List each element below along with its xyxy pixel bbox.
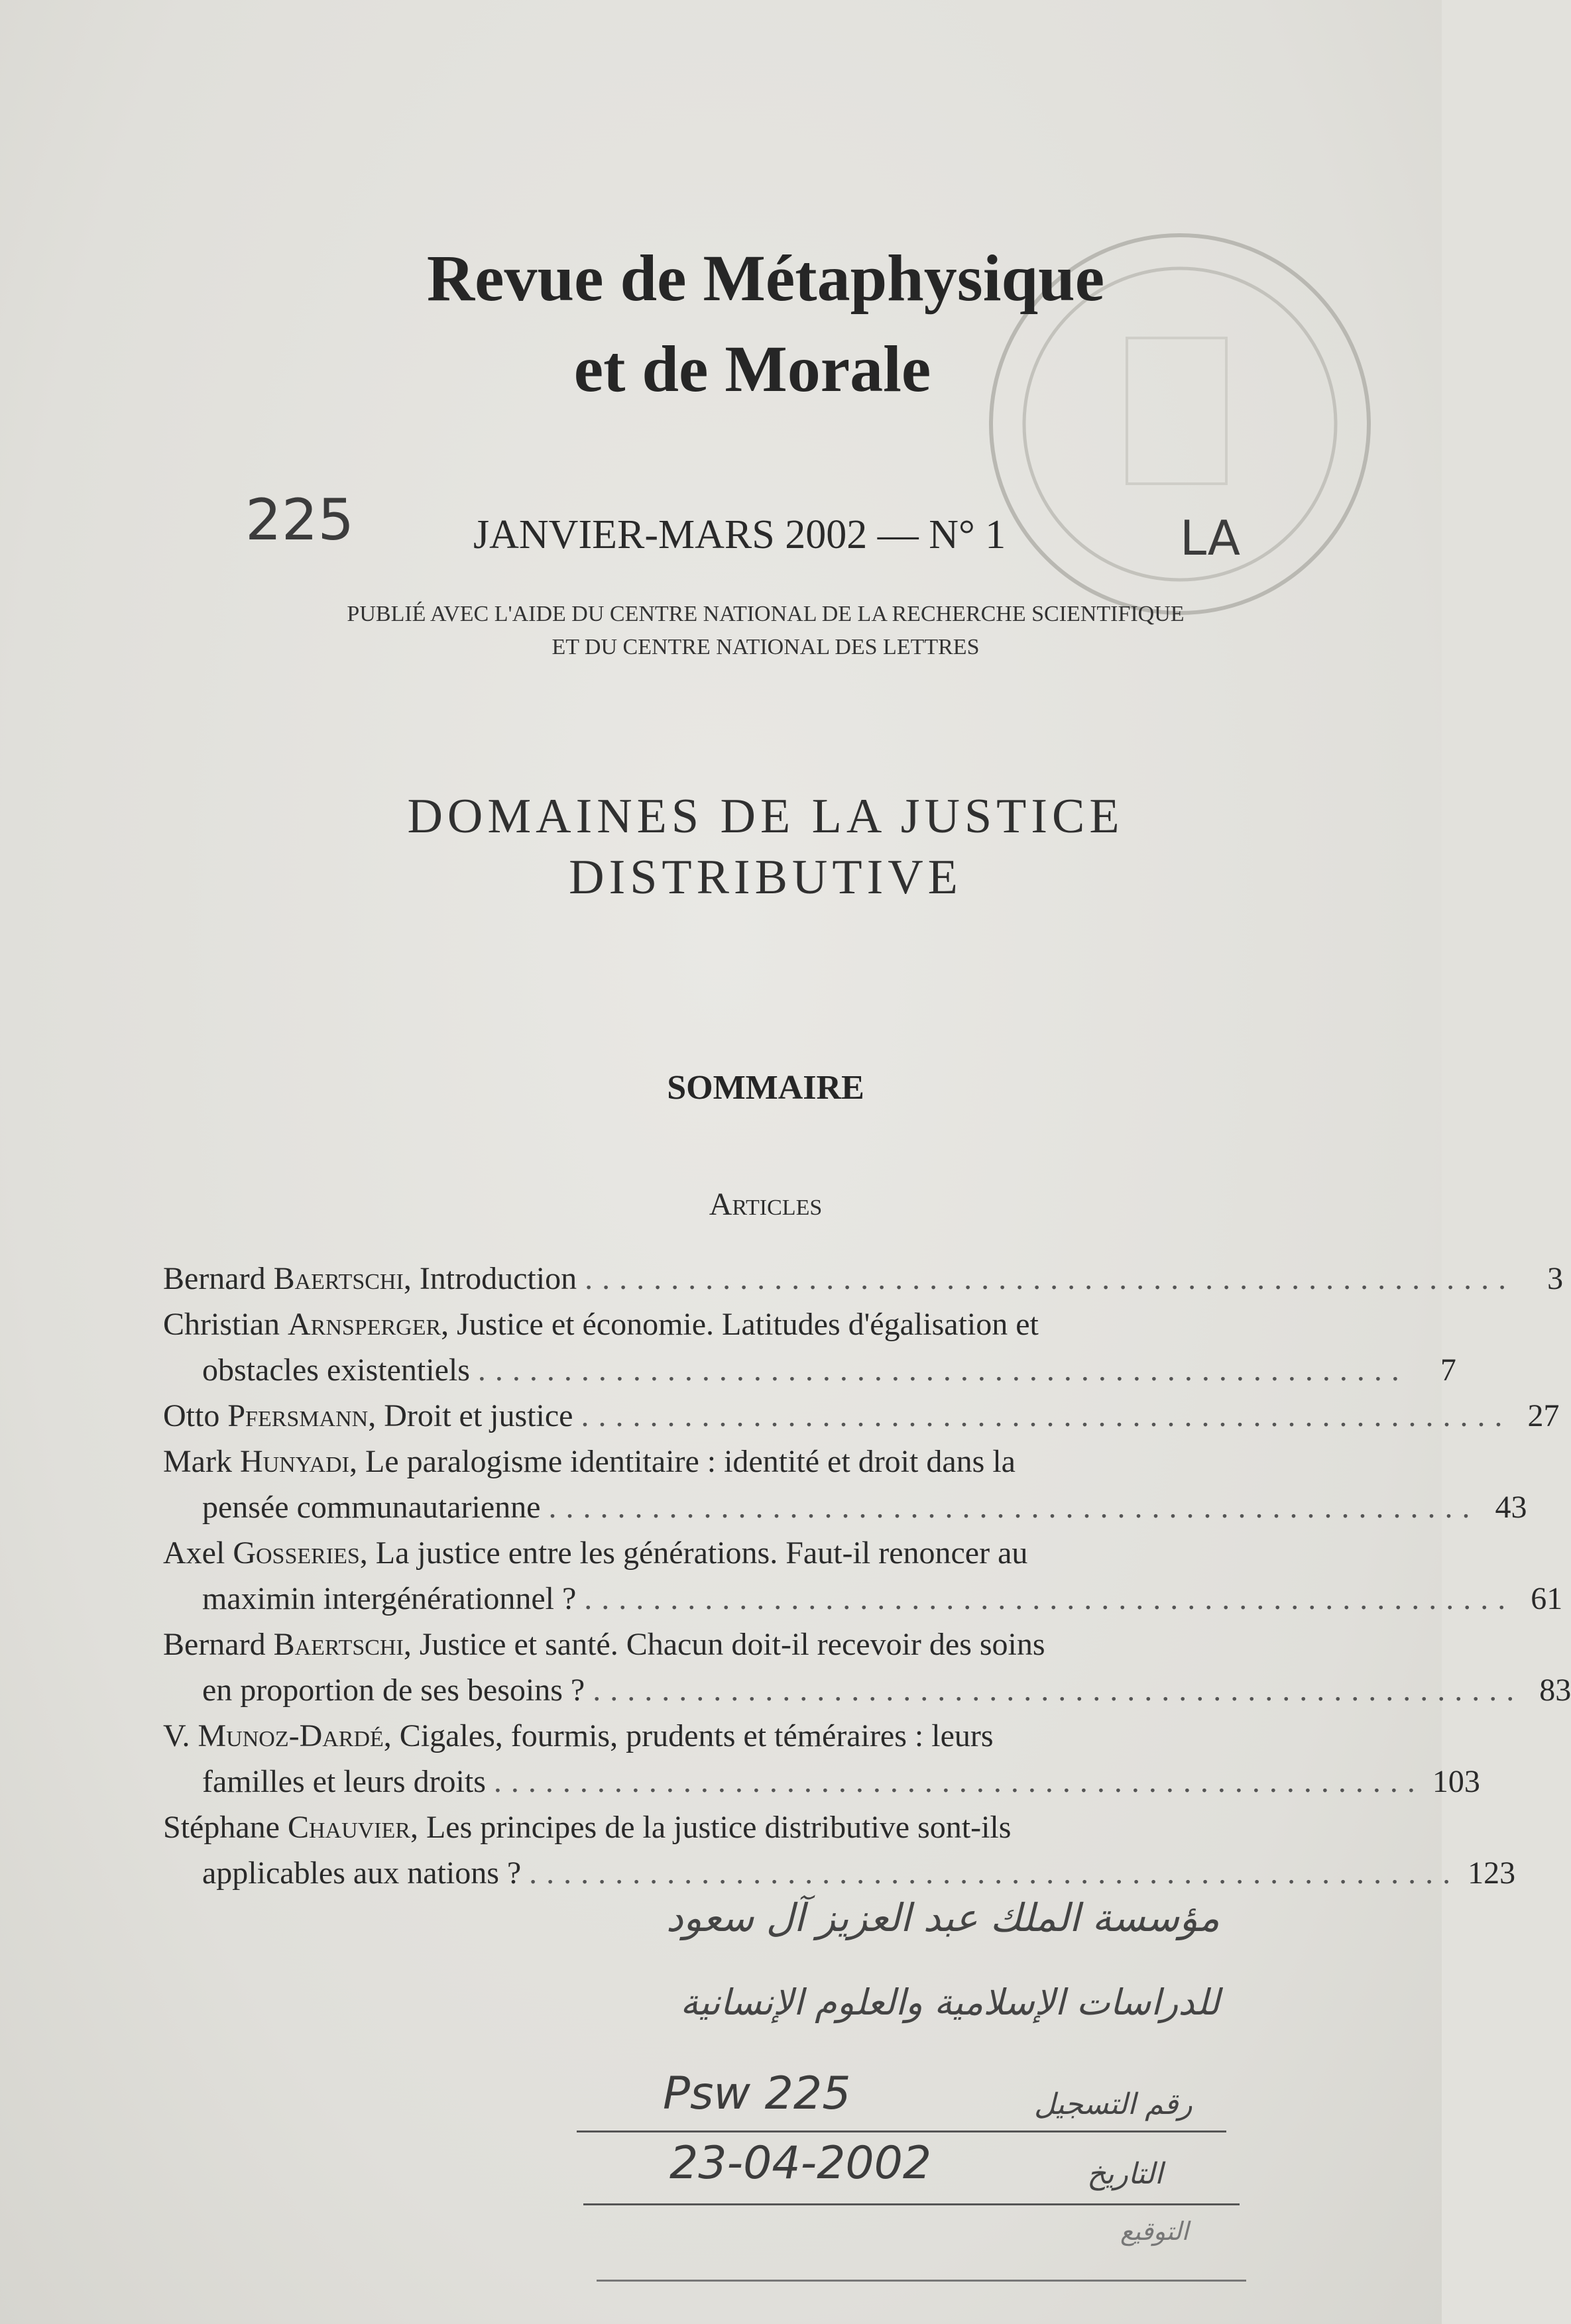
- issue-line: JANVIER-MARS 2002 — N° 1: [473, 512, 1006, 557]
- article-title-cont: obstacles existentiels: [202, 1353, 470, 1388]
- article-title: , Introduction: [403, 1261, 577, 1296]
- stamp-institution-line1: مؤسسة الملك عبد العزيز آل سعود: [666, 1895, 1220, 1940]
- published-with-line2: ET DU CENTRE NATIONAL DES LETTRES: [552, 635, 980, 659]
- signature-label: التوقيع: [1120, 2217, 1189, 2246]
- author-surname: Arnsperger: [288, 1307, 441, 1342]
- author-surname: Gosseries: [233, 1535, 360, 1571]
- leader-dots: ......................................................: [477, 1353, 1409, 1388]
- author-surname: Pfersmann: [227, 1398, 369, 1433]
- author-surname: Munoz-Dardé: [198, 1718, 384, 1753]
- article-title: , Cigales, fourmis, prudents et téméraires : leurs: [383, 1718, 994, 1753]
- author-surname: Baertschi: [273, 1627, 404, 1662]
- article-title-cont: pensée communautarienne: [202, 1490, 541, 1525]
- date-label: التاريخ: [1087, 2157, 1163, 2191]
- leader-dots: ......................................................: [548, 1490, 1480, 1525]
- leader-dots: ......................................................: [529, 1855, 1460, 1891]
- toc-entry: [163, 1306, 1456, 1398]
- author-first: Stéphane: [163, 1810, 288, 1845]
- author-first: V.: [163, 1718, 198, 1753]
- toc-entry: [163, 1443, 1527, 1535]
- date-value: 23-04-2002: [669, 2137, 932, 2189]
- author-first: Christian: [163, 1307, 288, 1342]
- leader-dots: ......................................................: [584, 1581, 1515, 1616]
- toc-entry: [163, 1260, 1564, 1306]
- author-first: Bernard: [163, 1627, 274, 1662]
- article-title: , Justice et santé. Chacun doit-il recevoir des soins: [403, 1627, 1045, 1662]
- author-first: Mark: [163, 1444, 240, 1479]
- article-title: , La justice entre les générations. Faut-il renoncer au: [359, 1535, 1028, 1571]
- author-surname: Chauvier: [287, 1810, 410, 1845]
- stamp-institution-line2: للدراسات الإسلامية والعلوم الإنسانية: [680, 1981, 1220, 2023]
- registration-underline: [577, 2130, 1226, 2132]
- page-number: 103: [1432, 1764, 1480, 1799]
- journal-title-line1: Revue de Métaphysique: [426, 241, 1105, 315]
- leader-dots: ......................................................: [493, 1764, 1425, 1799]
- issue-theme-line1: DOMAINES DE LA JUSTICE: [407, 789, 1124, 844]
- contents-heading: SOMMAIRE: [667, 1069, 864, 1107]
- article-title-cont: familles et leurs droits: [202, 1764, 486, 1799]
- published-with-line1: PUBLIÉ AVEC L'AIDE DU CENTRE NATIONAL DE LA RECHERCHE SCIENTIFIQUE: [347, 602, 1185, 626]
- author-first: Axel: [163, 1535, 233, 1571]
- toc-entry: [163, 1626, 1571, 1718]
- page-number: 7: [1440, 1353, 1456, 1388]
- journal-title-line2: et de Morale: [573, 332, 931, 406]
- article-title: , Les principes de la justice distributive sont-ils: [410, 1810, 1012, 1845]
- article-title: , Le paralogisme identitaire : identité et droit dans la: [349, 1444, 1016, 1479]
- article-title-cont: en proportion de ses besoins ?: [202, 1673, 585, 1708]
- article-title: , Justice et économie. Latitudes d'égalisation et: [441, 1307, 1039, 1342]
- table-of-contents: [163, 1260, 1571, 1901]
- date-underline: [583, 2203, 1240, 2205]
- toc-entry: [163, 1398, 1560, 1443]
- author-first: Bernard: [163, 1261, 274, 1296]
- toc-entry: [163, 1809, 1516, 1901]
- issue-theme-line2: DISTRIBUTIVE: [569, 850, 962, 905]
- page-number: 27: [1527, 1398, 1560, 1433]
- article-title-cont: maximin intergénérationnel ?: [202, 1581, 577, 1616]
- page-number: 43: [1495, 1490, 1527, 1525]
- leader-dots: ......................................................: [593, 1673, 1524, 1708]
- registration-number-value: Psw 225: [663, 2068, 851, 2120]
- page-number: 123: [1468, 1855, 1516, 1891]
- handwritten-initials: LA: [1180, 510, 1241, 566]
- author-surname: Baertschi: [273, 1261, 404, 1296]
- leader-dots: ......................................................: [581, 1398, 1512, 1433]
- toc-entry: [163, 1718, 1480, 1809]
- page-number: 61: [1531, 1581, 1563, 1616]
- toc-entry: [163, 1535, 1563, 1626]
- author-first: Otto: [163, 1398, 228, 1433]
- article-title-cont: applicables aux nations ?: [202, 1855, 522, 1891]
- page-number: 3: [1547, 1261, 1564, 1296]
- handwritten-shelf-mark: 225: [245, 487, 355, 553]
- page-number: 83: [1539, 1673, 1571, 1708]
- leader-dots: ......................................................: [585, 1261, 1516, 1296]
- registration-number-label: رقم التسجيل: [1034, 2087, 1193, 2121]
- article-title: , Droit et justice: [368, 1398, 573, 1433]
- signature-underline: [597, 2280, 1246, 2282]
- articles-section-heading: Articles: [709, 1187, 823, 1222]
- author-surname: Hunyadi: [239, 1444, 349, 1479]
